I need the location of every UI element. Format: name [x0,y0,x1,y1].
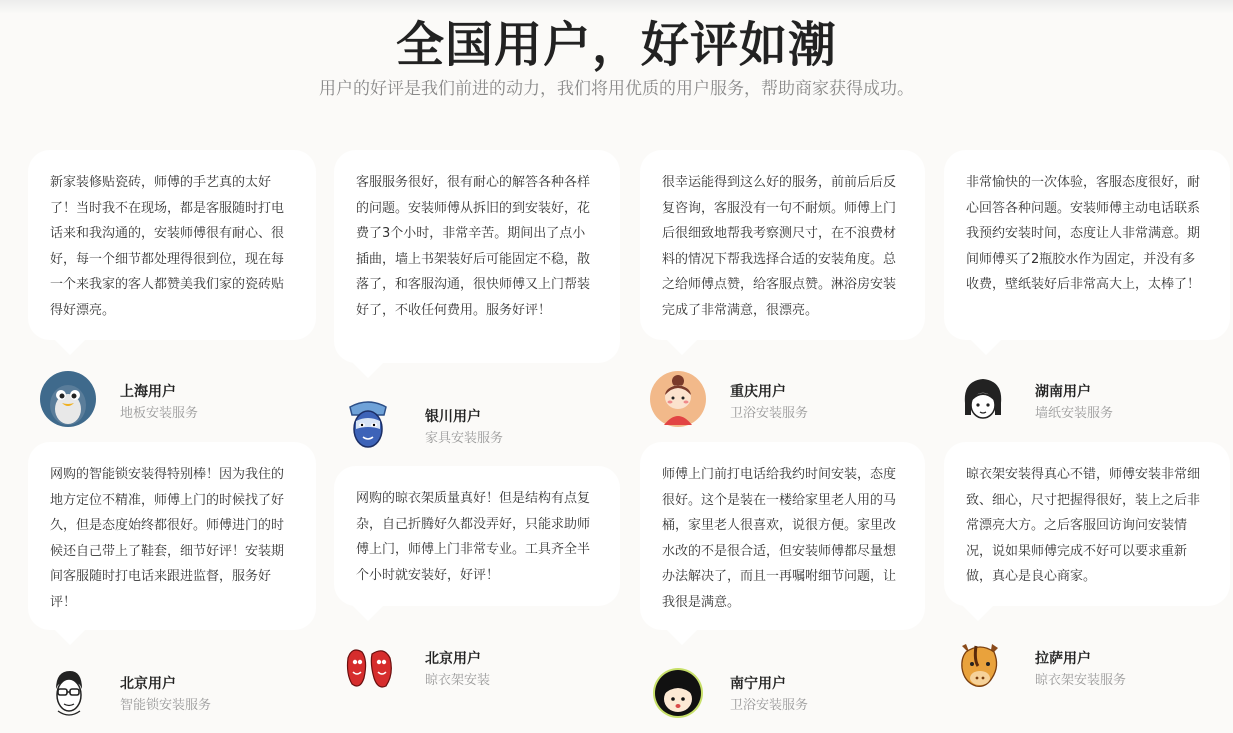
penguin-avatar-icon [40,371,96,427]
review-text: 很幸运能得到这么好的服务，前前后后反复咨询，客服没有一句不耐烦。师傅上门后很细致地帮我考察测尺寸，在不浪费材料的情况下帮我选择合适的安装角度。总之给师傅点赞，给客服点赞。淋浴房安装完成了非常满意，很漂亮。 [662,175,897,318]
review-text: 非常愉快的一次体验，客服态度很好，耐心回答各种问题。安装师傅主动电话联系我预约安装时间，态度让人非常满意。期间师傅买了2瓶胶水作为固定，并没有多收费，壁纸装好后非常高大上，太棒了！ [966,175,1201,292]
reviewer-name: 拉萨用户 [1035,651,1091,667]
service-type: 卫浴安装服务 [730,406,809,421]
girl-avatar-icon [650,371,706,427]
review-card [334,466,620,606]
sketch-girl-avatar-icon [955,371,1011,427]
page-subtitle: 用户的好评是我们前进的动力，我们将用优质的用户服务，帮助商家获得成功。 [319,79,914,99]
reviewer-name: 北京用户 [120,676,176,692]
service-type: 智能锁安装服务 [120,698,212,713]
reviewer-name: 南宁用户 [730,676,786,692]
reviewer-name: 湖南用户 [1035,384,1091,400]
glasses-man-avatar-icon [40,663,96,719]
review-card [640,442,925,630]
review-text: 客服服务很好，很有耐心的解答各种各样的问题。安装师傅从拆旧的到安装好，花费了3个小时，非常辛苦。期间出了点小插曲，墙上书架装好后可能固定不稳，散落了，和客服沟通，很快师傅又上门帮装好了，不收任何费用。服务好评！ [356,175,591,318]
service-type: 晾衣架安装 [425,673,491,688]
service-type: 卫浴安装服务 [730,698,809,713]
service-type: 墙纸安装服务 [1035,406,1114,421]
review-card [28,442,316,630]
boy-avatar-icon [650,663,706,719]
review-card [640,150,925,340]
reviewer-name: 北京用户 [425,651,481,667]
feet-avatar-icon [342,638,398,694]
page-title: 全国用户，好评如潮 [395,17,837,73]
service-type: 家具安装服务 [425,431,504,446]
horse-avatar-icon [952,638,1008,694]
review-text: 晾衣架安装得真心不错，师傅安装非常细致、细心，尺寸把握得很好，装上之后非常漂亮大方。之后客服回访询问安装情况，说如果师傅完成不好可以要求重新做，真心是良心商家。 [966,467,1201,584]
reviewer-name: 重庆用户 [730,384,786,400]
review-text: 网购的晾衣架质量真好！但是结构有点复杂，自己折腾好久都没弄好，只能求助师傅上门，师傅上门非常专业。工具齐全半个小时就安装好，好评！ [356,491,591,583]
reviewer-name: 银川用户 [425,409,481,425]
reviewer-name: 上海用户 [120,384,176,400]
review-text: 师傅上门前打电话给我约时间安装，态度很好。这个是装在一楼给家里老人用的马桶，家里老人很喜欢，说很方便。家里改水改的不是很合适，但安装师傅都尽量想办法解决了，而且一再嘱咐细节问题，让我很是满意。 [662,467,897,610]
review-text: 网购的智能锁安装得特别棒！因为我住的地方定位不精准，师傅上门的时候找了好久，但是态度始终都很好。师傅进门的时候还自己带上了鞋套，细节好评！安装期间客服随时打电话来跟进监督，服务好评！ [50,467,285,610]
review-card [334,150,620,363]
review-card [28,150,316,340]
review-card [944,150,1230,340]
review-text: 新家装修贴瓷砖，师傅的手艺真的太好了！当时我不在现场，都是客服随时打电话来和我沟通的，安装师傅很有耐心、很好，每一个细节都处理得很到位，现在每一个来我家的客人都赞美我们家的瓷砖贴得好漂亮。 [50,175,285,318]
review-card [944,442,1230,606]
service-type: 地板安装服务 [120,406,199,421]
service-type: 晾衣架安装服务 [1035,673,1127,688]
blue-face-avatar-icon [340,395,396,451]
